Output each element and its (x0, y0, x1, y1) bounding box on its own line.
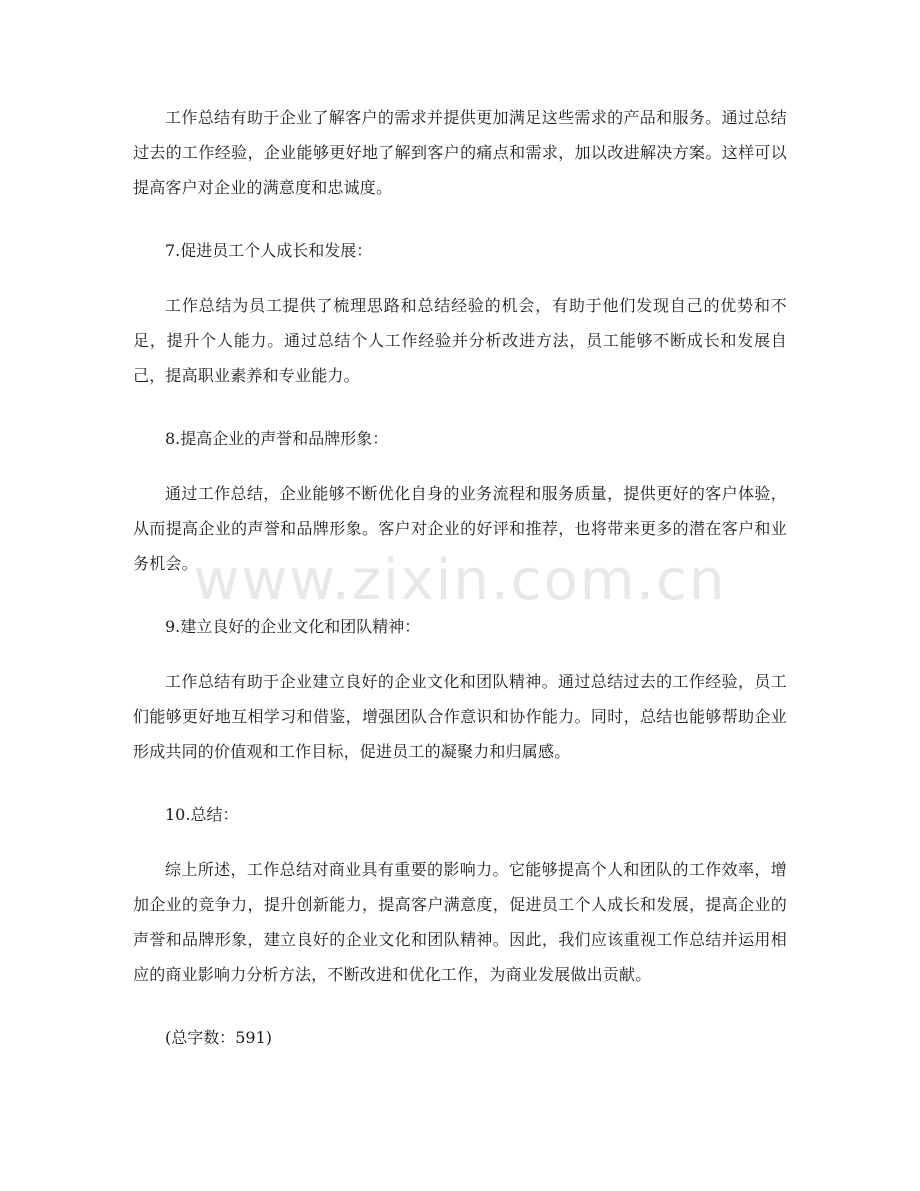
paragraph-summary: 综上所述，工作总结对商业具有重要的影响力。它能够提高个人和团队的工作效率，增加企业的竞争力，提升创新能力，提高客户满意度，促进员工个人成长和发展，提高企业的声誉和品牌形象，建立良好的企业文化和团队精神。因此，我们应该重视工作总结并运用相应的商业影响力分析方法，不断改进和优化工作，为商业发展做出贡献。 (133, 860, 787, 984)
word-count: (总字数：591) (165, 1028, 273, 1047)
heading-brand-image: 8.提高企业的声誉和品牌形象： (165, 429, 389, 448)
paragraph-customer-needs: 工作总结有助于企业了解客户的需求并提供更加满足这些需求的产品和服务。通过总结过去的工作经验，企业能够更好地了解到客户的痛点和需求，加以改进解决方案。这样可以提高客户对企业的满意度和忠诚度。 (133, 108, 787, 197)
document-body (133, 100, 787, 1055)
paragraph-employee-growth: 工作总结为员工提供了梳理思路和总结经验的机会，有助于他们发现自己的优势和不足，提升个人能力。通过总结个人工作经验并分析改进方法，员工能够不断成长和发展自己，提高职业素养和专业能力。 (133, 296, 787, 385)
heading-employee-growth: 7.促进员工个人成长和发展： (165, 241, 373, 260)
heading-summary: 10.总结： (165, 805, 239, 824)
paragraph-team-culture: 工作总结有助于企业建立良好的企业文化和团队精神。通过总结过去的工作经验，员工们能够更好地互相学习和借鉴，增强团队合作意识和协作能力。同时，总结也能够帮助企业形成共同的价值观和工作目标，促进员工的凝聚力和归属感。 (133, 672, 787, 761)
heading-team-culture: 9.建立良好的企业文化和团队精神： (165, 617, 421, 636)
watermark: www.zixin.com.cn (193, 548, 727, 613)
paragraph-brand-image: 通过工作总结，企业能够不断优化自身的业务流程和服务质量，提供更好的客户体验，从而提高企业的声誉和品牌形象。客户对企业的好评和推荐，也将带来更多的潜在客户和业务机会。 (133, 484, 787, 573)
